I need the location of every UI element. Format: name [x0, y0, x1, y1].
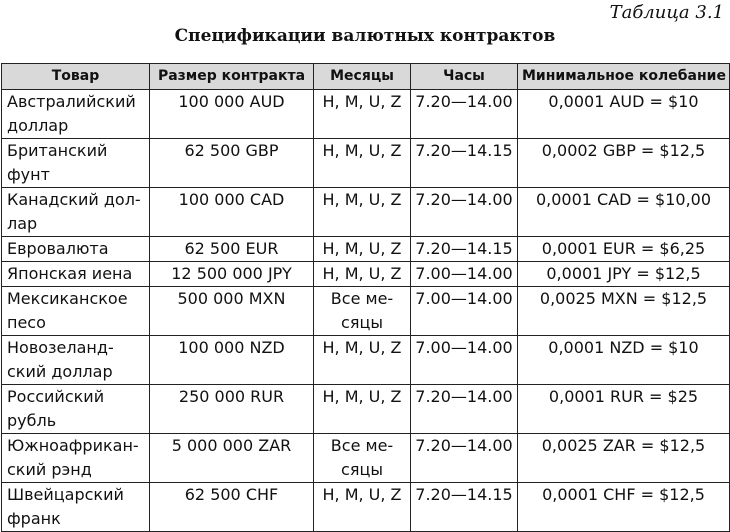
cell-contract-size: 12 500 000 JPY [150, 262, 314, 287]
table-row [2, 139, 730, 188]
cell-min-tick: 0,0025 MXN = $12,5 [518, 287, 730, 336]
cell-hours: 7.20—14.00 [411, 90, 518, 139]
cell-product: Швейцарский франк [2, 483, 150, 532]
table-title: Спецификации валютных контрактов [174, 26, 556, 46]
cell-product: Российский рубль [2, 385, 150, 434]
cell-min-tick: 0,0001 EUR = $6,25 [518, 237, 730, 262]
cell-hours: 7.20—14.00 [411, 385, 518, 434]
table-row [2, 434, 730, 483]
cell-contract-size: 62 500 CHF [150, 483, 314, 532]
cell-product: Канадский дол- лар [2, 188, 150, 237]
cell-months: Все ме- сяцы [314, 287, 411, 336]
cell-hours: 7.20—14.00 [411, 434, 518, 483]
cell-contract-size: 62 500 GBP [150, 139, 314, 188]
cell-hours: 7.00—14.00 [411, 262, 518, 287]
cell-contract-size: 100 000 CAD [150, 188, 314, 237]
cell-product: Мексиканское песо [2, 287, 150, 336]
table-row [2, 188, 730, 237]
table-number: Таблица 3.1 [609, 2, 724, 23]
table-header-row [2, 64, 730, 90]
column-header-months: Месяцы [314, 64, 411, 90]
table-row [2, 385, 730, 434]
cell-hours: 7.20—14.00 [411, 188, 518, 237]
cell-min-tick: 0,0002 GBP = $12,5 [518, 139, 730, 188]
cell-product: Южноафрикан- ский рэнд [2, 434, 150, 483]
cell-product: Австралийский доллар [2, 90, 150, 139]
cell-hours: 7.20—14.15 [411, 139, 518, 188]
currency-contracts-table [1, 63, 730, 532]
cell-product: Евровалюта [2, 237, 150, 262]
cell-min-tick: 0,0025 ZAR = $12,5 [518, 434, 730, 483]
cell-contract-size: 5 000 000 ZAR [150, 434, 314, 483]
column-header-hours: Часы [411, 64, 518, 90]
cell-months: H, M, U, Z [314, 262, 411, 287]
cell-contract-size: 100 000 AUD [150, 90, 314, 139]
cell-months: H, M, U, Z [314, 336, 411, 385]
table-row [2, 287, 730, 336]
cell-hours: 7.00—14.00 [411, 287, 518, 336]
column-header-min-tick: Минимальное колебание [518, 64, 730, 90]
cell-months: Все ме- сяцы [314, 434, 411, 483]
cell-contract-size: 62 500 EUR [150, 237, 314, 262]
cell-min-tick: 0,0001 JPY = $12,5 [518, 262, 730, 287]
column-header-contract-size: Размер контракта [150, 64, 314, 90]
cell-hours: 7.00—14.00 [411, 336, 518, 385]
cell-months: H, M, U, Z [314, 90, 411, 139]
cell-months: H, M, U, Z [314, 385, 411, 434]
table-row [2, 237, 730, 262]
cell-months: H, M, U, Z [314, 237, 411, 262]
cell-product: Британский фунт [2, 139, 150, 188]
cell-months: H, M, U, Z [314, 139, 411, 188]
cell-hours: 7.20—14.15 [411, 483, 518, 532]
table-row [2, 483, 730, 532]
cell-min-tick: 0,0001 RUR = $25 [518, 385, 730, 434]
cell-hours: 7.20—14.15 [411, 237, 518, 262]
cell-contract-size: 250 000 RUR [150, 385, 314, 434]
table-row [2, 262, 730, 287]
cell-min-tick: 0,0001 CHF = $12,5 [518, 483, 730, 532]
cell-min-tick: 0,0001 AUD = $10 [518, 90, 730, 139]
cell-months: H, M, U, Z [314, 483, 411, 532]
column-header-product: Товар [2, 64, 150, 90]
cell-months: H, M, U, Z [314, 188, 411, 237]
cell-contract-size: 500 000 MXN [150, 287, 314, 336]
cell-product: Японская иена [2, 262, 150, 287]
cell-product: Новозеланд- ский доллар [2, 336, 150, 385]
cell-min-tick: 0,0001 NZD = $10 [518, 336, 730, 385]
cell-min-tick: 0,0001 CAD = $10,00 [518, 188, 730, 237]
table-row [2, 90, 730, 139]
cell-contract-size: 100 000 NZD [150, 336, 314, 385]
table-row [2, 336, 730, 385]
